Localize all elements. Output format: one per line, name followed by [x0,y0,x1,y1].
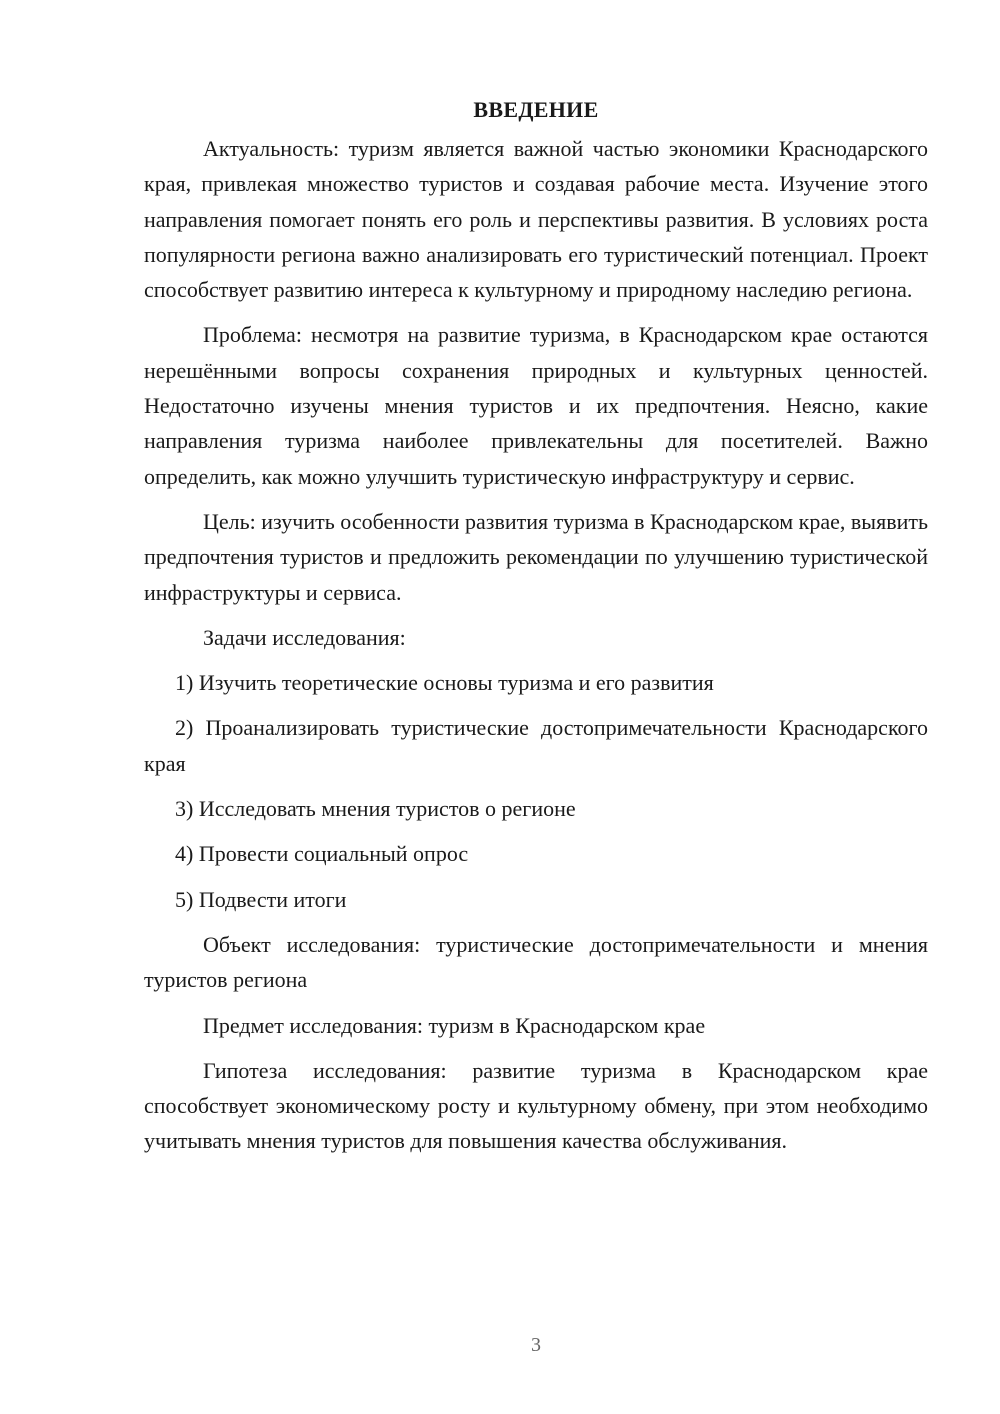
task-item-4: 4) Провести социальный опрос [175,841,469,867]
section-title: ВВЕДЕНИЕ [473,97,599,122]
paragraph-relevance: Актуальность: туризм является важной частью экономики Краснодарского края, привлекая множество туристов и создавая рабочие места. Изучение этого направления помогает понять его роль и перспективы развития. В условиях роста популярности региона важно анализировать его туристический потенциал. Проект способствует развитию интереса к культурному и природному наследию региона. [144,136,928,303]
document-page [144,92,928,1159]
task-item-3: 3) Исследовать мнения туристов о регионе [175,796,576,822]
page-number: 3 [531,1334,541,1356]
paragraph-object: Объект исследования: туристические достопримечательности и мнения туристов региона [144,931,928,993]
paragraph-goal: Цель: изучить особенности развития туризма в Краснодарском крае, выявить предпочтения туристов и предложить рекомендации по улучшению туристической инфраструктуры и сервиса. [144,508,928,605]
paragraph-hypothesis: Гипотеза исследования: развитие туризма в Краснодарском крае способствует экономическому росту и культурному обмену, при этом необходимо учитывать мнения туристов для повышения качества обслуживания. [144,1057,928,1154]
paragraph-subject: Предмет исследования: туризм в Краснодарском крае [203,1012,706,1038]
task-item-2: 2) Проанализировать туристические достопримечательности Краснодарского края [144,715,928,776]
paragraph-problem: Проблема: несмотря на развитие туризма, в Краснодарском крае остаются нерешёнными вопросы сохранения природных и культурных ценностей. Недостаточно изучены мнения туристов и их предпочтения. Неясно, какие направления туризма наиболее привлекательны для посетителей. Важно определить, как можно улучшить туристическую инфраструктуру и сервис. [144,322,928,489]
task-item-1: 1) Изучить теоретические основы туризма и его развития [175,670,714,696]
task-item-5: 5) Подвести итоги [175,886,347,912]
paragraph-tasks-heading: Задачи исследования: [203,624,406,650]
